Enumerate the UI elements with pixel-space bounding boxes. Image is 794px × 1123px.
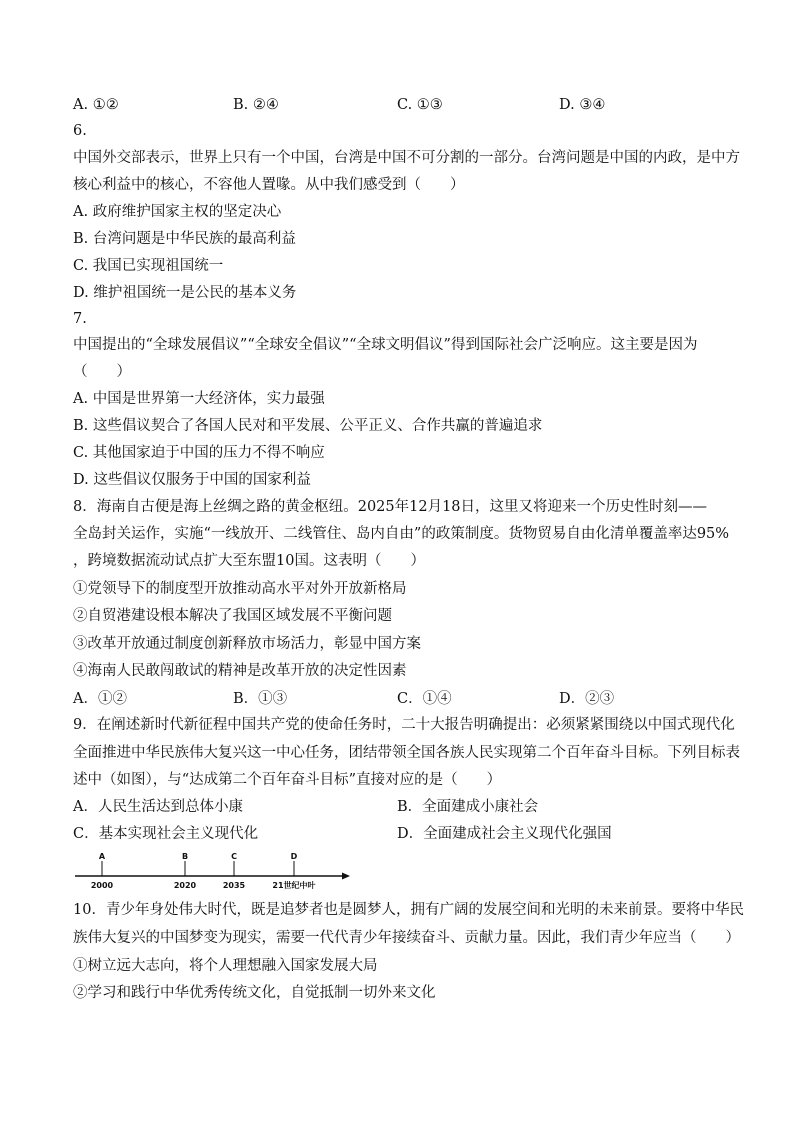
q10-statement-1: ①树立远大志向，将个人理想融入国家发展大局: [73, 958, 378, 974]
timeline-point-c: C: [231, 852, 237, 861]
q9-stem-line-3: 述中（如图），与“达成第二个百年奋斗目标”直接对应的是（ ）: [73, 772, 502, 788]
q6-number: 6.: [73, 123, 87, 139]
q8-stem-line-3: ，跨境数据流动试点扩大至东盟10国。这表明（ ）: [73, 553, 425, 569]
q8-stem-line-1: 8．海南自古便是海上丝绸之路的黄金枢纽。2025年12月18日，这里又将迎来一个历史性时刻——: [73, 499, 708, 515]
q7-option-c: C. 其他国家迫于中国的压力不得不响应: [73, 445, 325, 461]
q8-statement-3: ③改革开放通过制度创新释放市场活力，彰显中国方案: [73, 636, 421, 652]
q7-stem-line-2: （ ）: [73, 364, 131, 380]
q8-option-b: B．①③: [233, 691, 288, 707]
q10-statement-2: ②学习和践行中华优秀传统文化，自觉抵制一切外来文化: [73, 985, 436, 1001]
timeline-year-2020: 2020: [173, 881, 197, 890]
q6-stem-line-2: 核心利益中的核心，不容他人置喙。从中我们感受到（ ）: [73, 177, 465, 193]
q9-stem-line-2: 全面推进中华民族伟大复兴这一中心任务，团结带领全国各族人民实现第二个百年奋斗目标。下列目标表: [73, 745, 740, 761]
q9-stem-line-1: 9．在阐述新时代新征程中国共产党的使命任务时，二十大报告明确提出：必须紧紧围绕以中国式现代化: [73, 717, 735, 733]
q10-stem-line-1: 10．青少年身处伟大时代，既是追梦者也是圆梦人，拥有广阔的发展空间和光明的未来前景。要将中华民: [73, 902, 744, 918]
q8-statement-1: ①党领导下的制度型开放推动高水平对外开放新格局: [73, 581, 407, 597]
q7-number: 7.: [73, 311, 87, 327]
q9-option-a: A．人民生活达到总体小康: [73, 799, 243, 815]
q7-stem-line-1: 中国提出的“全球发展倡议”“全球安全倡议”“全球文明倡议”得到国际社会广泛响应。这主要是因为: [73, 337, 698, 353]
q5-options: [73, 95, 723, 115]
q8-option-d: D．②③: [559, 691, 615, 707]
q8-options: [73, 689, 723, 709]
q9-options-row-1: [73, 797, 723, 817]
q5-option-d: D. ③④: [559, 97, 606, 113]
q5-option-c: C. ①③: [397, 97, 443, 113]
timeline-point-d: D: [290, 852, 298, 861]
timeline-year-2035: 2035: [222, 881, 246, 890]
q6-option-c: C. 我国已实现祖国统一: [73, 258, 224, 274]
q5-option-b: B. ②④: [233, 97, 279, 113]
timeline-arrow-head: [342, 873, 350, 880]
timeline-point-b: B: [181, 852, 189, 861]
q8-stem-line-2: 全岛封关运作，实施“一线放开、二线管住、岛内自由”的政策制度。货物贸易自由化清单覆盖率达95%: [73, 526, 730, 542]
timeline-year-mid-century: 21世纪中叶: [272, 881, 316, 890]
q7-option-a: A. 中国是世界第一大经济体，实力最强: [73, 391, 325, 407]
q9-option-d: D．全面建成社会主义现代化强国: [397, 826, 612, 842]
q8-statement-4: ④海南人民敢闯敢试的精神是改革开放的决定性因素: [73, 663, 407, 679]
q9-options-row-2: [73, 824, 723, 844]
q7-option-b: B. 这些倡议契合了各国人民对和平发展、公平正义、合作共赢的普遍追求: [73, 418, 543, 434]
q6-option-b: B. 台湾问题是中华民族的最高利益: [73, 231, 296, 247]
timeline-point-a: A: [98, 852, 106, 861]
q9-option-c: C．基本实现社会主义现代化: [73, 826, 259, 842]
q7-option-d: D. 这些倡议仅服务于中国的国家利益: [73, 472, 311, 488]
q9-option-b: B．全面建成小康社会: [397, 799, 539, 815]
q6-option-d: D. 维护祖国统一是公民的基本义务: [73, 285, 297, 301]
q6-stem-line-1: 中国外交部表示，世界上只有一个中国，台湾是中国不可分割的一部分。台湾问题是中国的内政，是中方: [73, 150, 740, 166]
q5-option-a: A. ①②: [73, 97, 119, 113]
q10-stem-line-2: 族伟大复兴的中国梦变为现实，需要一代代青少年接续奋斗、贡献力量。因此，我们青少年应当（ ）: [73, 930, 740, 946]
timeline-year-2000: 2000: [90, 881, 114, 890]
q8-statement-2: ②自贸港建设根本解决了我国区域发展不平衡问题: [73, 608, 392, 624]
q8-option-c: C．①④: [397, 691, 452, 707]
q8-option-a: A．①②: [73, 691, 127, 707]
q9-timeline-figure: [74, 851, 354, 891]
q6-option-a: A. 政府维护国家主权的坚定决心: [73, 204, 282, 220]
